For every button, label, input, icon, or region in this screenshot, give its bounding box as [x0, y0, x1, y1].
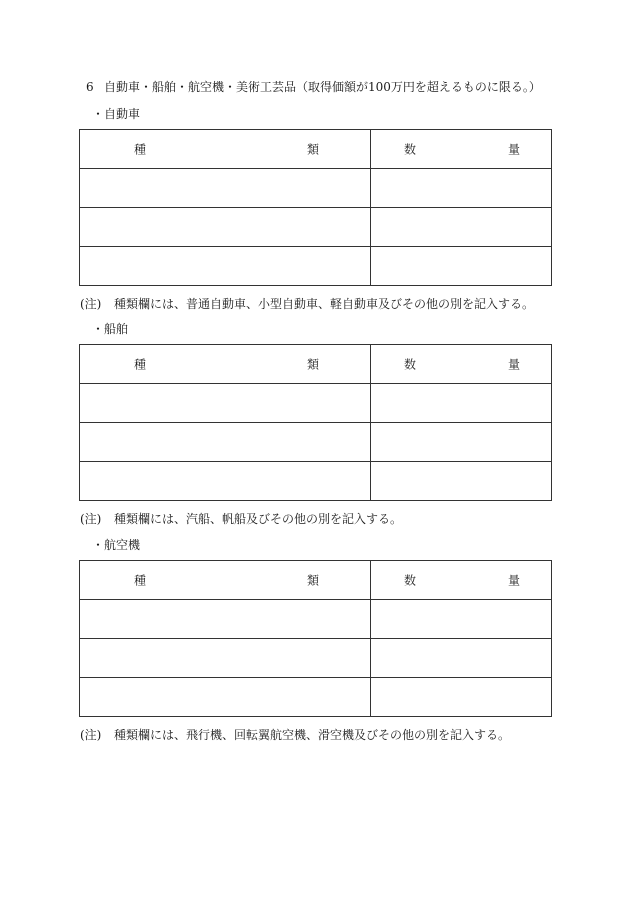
header-kind-char2: 類	[307, 142, 320, 157]
quantity-cell[interactable]	[371, 208, 552, 247]
header-qty-char1: 数	[404, 357, 417, 372]
note-text: 種類欄には、普通自動車、小型自動車、軽自動車及びその他の別を記入する。	[114, 297, 535, 311]
header-kind-char2: 類	[307, 573, 320, 588]
table-row	[80, 384, 552, 423]
kind-cell[interactable]	[80, 384, 371, 423]
table-header-row	[80, 345, 552, 384]
header-qty-char2: 量	[508, 142, 521, 157]
table-aircraft	[79, 560, 552, 717]
kind-cell[interactable]	[80, 462, 371, 501]
kind-cell[interactable]	[80, 639, 371, 678]
header-kind-char1: 種	[134, 573, 147, 588]
header-quantity	[371, 345, 552, 384]
quantity-cell[interactable]	[371, 423, 552, 462]
quantity-cell[interactable]	[371, 678, 552, 717]
table-header-row	[80, 130, 552, 169]
table-row	[80, 208, 552, 247]
quantity-cell[interactable]	[371, 384, 552, 423]
kind-cell[interactable]	[80, 600, 371, 639]
header-kind	[80, 345, 371, 384]
header-quantity	[371, 561, 552, 600]
note-label: (注)	[80, 297, 102, 311]
kind-cell[interactable]	[80, 423, 371, 462]
kind-cell[interactable]	[80, 247, 371, 286]
header-qty-char2: 量	[508, 573, 521, 588]
section-title-text: 自動車・船舶・航空機・美術工芸品（取得価額が100万円を超えるものに限る。）	[104, 80, 541, 94]
table-row	[80, 247, 552, 286]
header-kind	[80, 561, 371, 600]
header-qty-char1: 数	[404, 142, 417, 157]
note-text: 種類欄には、飛行機、回転翼航空機、滑空機及びその他の別を記入する。	[114, 728, 511, 742]
table-automobile	[79, 129, 552, 286]
table-row	[80, 423, 552, 462]
section-number: 6	[86, 80, 94, 94]
quantity-cell[interactable]	[371, 600, 552, 639]
table-row	[80, 600, 552, 639]
table-row	[80, 169, 552, 208]
header-quantity	[371, 130, 552, 169]
note-text: 種類欄には、汽船、帆船及びその他の別を記入する。	[114, 512, 403, 526]
table-ship	[79, 344, 552, 501]
header-kind	[80, 130, 371, 169]
header-qty-char2: 量	[508, 357, 521, 372]
table-row	[80, 639, 552, 678]
kind-cell[interactable]	[80, 169, 371, 208]
table-row	[80, 462, 552, 501]
note-label: (注)	[80, 728, 102, 742]
quantity-cell[interactable]	[371, 462, 552, 501]
note-label: (注)	[80, 512, 102, 526]
quantity-cell[interactable]	[371, 639, 552, 678]
header-kind-char2: 類	[307, 357, 320, 372]
header-kind-char1: 種	[134, 142, 147, 157]
kind-cell[interactable]	[80, 208, 371, 247]
section-title	[86, 78, 541, 96]
subheading-aircraft: ・航空機	[92, 538, 141, 552]
header-kind-char1: 種	[134, 357, 147, 372]
subheading-ship: ・船舶	[92, 322, 129, 336]
header-qty-char1: 数	[404, 573, 417, 588]
table-header-row	[80, 561, 552, 600]
note-ship	[80, 510, 402, 528]
kind-cell[interactable]	[80, 678, 371, 717]
quantity-cell[interactable]	[371, 247, 552, 286]
note-automobile	[80, 295, 534, 313]
subheading-automobile: ・自動車	[92, 107, 141, 121]
quantity-cell[interactable]	[371, 169, 552, 208]
note-aircraft	[80, 726, 510, 744]
table-row	[80, 678, 552, 717]
